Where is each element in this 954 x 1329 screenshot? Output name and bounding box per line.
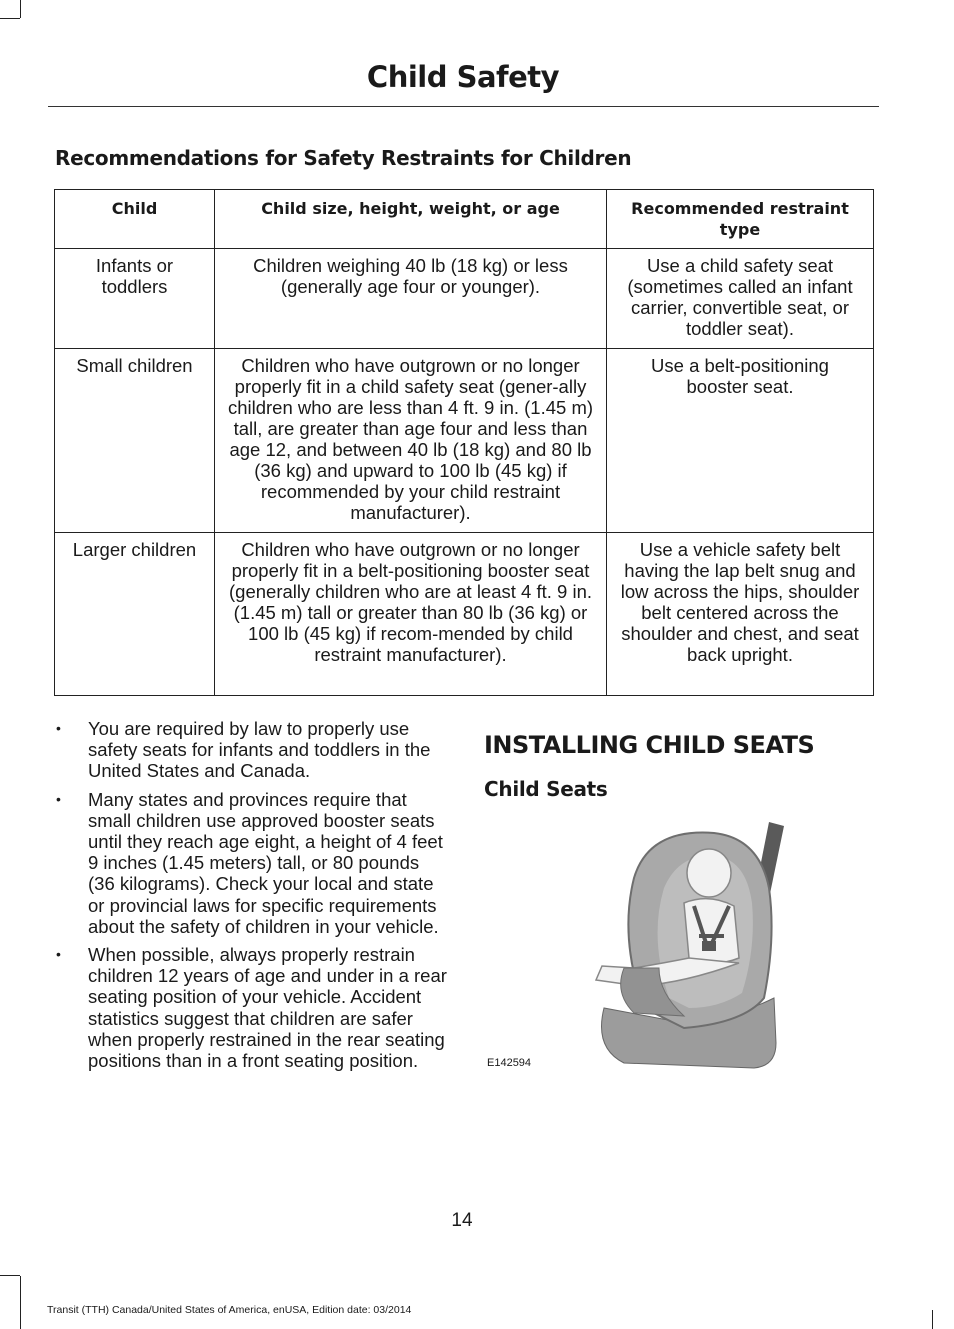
crop-mark xyxy=(20,1276,21,1329)
bullet-glyph: • xyxy=(56,720,61,736)
header-size: Child size, height, weight, or age xyxy=(215,190,607,249)
bullet-glyph: • xyxy=(56,946,61,963)
crop-mark xyxy=(0,18,20,19)
child-seats-subheading: Child Seats xyxy=(484,777,608,801)
bullet-list xyxy=(55,718,447,1078)
child-body xyxy=(684,899,739,963)
page-title: Child Safety xyxy=(366,60,560,94)
section-heading: Recommendations for Safety Restraints for Children xyxy=(55,146,632,170)
list-item-text: When possible, always properly restrain children 12 years of age and under in a rear seating position of your vehicle. Accident statistics suggest that children are safer when properly restrained in the rear seating positions than in a front seating position. xyxy=(88,944,447,1072)
list-item xyxy=(55,718,447,782)
table-row xyxy=(55,349,874,533)
table-row xyxy=(55,533,874,696)
header-child: Child xyxy=(55,190,215,249)
cell-restraint: Use a child safety seat (sometimes called an infant carrier, convertible seat, or toddler seat). xyxy=(607,249,874,349)
cell-size: Children who have outgrown or no longer properly fit in a belt-positioning booster seat (generally children who are at least 4 ft. 9 in. (1.45 m) tall or greater than 80 lb (36 kg) or 100 lb (45 kg) if recom-mended by child restraint manufacturer). xyxy=(215,533,607,696)
title-divider xyxy=(48,106,879,107)
restraint-table xyxy=(54,189,874,696)
cell-size: Children weighing 40 lb (18 kg) or less (generally age four or younger). xyxy=(215,249,607,349)
cell-child: Small children xyxy=(55,349,215,533)
list-item-text: Many states and provinces require that small children use approved booster seats until they reach age eight, a height of 4 feet 9 inches (1.45 meters) tall, or 80 pounds (36 kilograms). Check your local and state or provincial laws for specific requirements about the safety of children in your vehicle. xyxy=(88,788,443,937)
cell-child: Larger children xyxy=(55,533,215,696)
cell-restraint: Use a vehicle safety belt having the lap belt snug and low across the hips, shoulder belt centered across the shoulder and chest, and seat back upright. xyxy=(607,533,874,696)
crop-mark xyxy=(20,0,21,18)
crop-mark xyxy=(932,1310,933,1329)
page-number: 14 xyxy=(451,1210,473,1231)
table-row xyxy=(55,249,874,349)
figure-code: E142594 xyxy=(487,1057,532,1069)
list-item xyxy=(55,944,447,1071)
list-item xyxy=(55,789,447,937)
installing-heading: INSTALLING CHILD SEATS xyxy=(484,731,815,759)
child-head xyxy=(687,849,731,897)
bullet-glyph: • xyxy=(56,790,61,807)
header-restraint: Recommended restraint type xyxy=(607,190,874,249)
footer-text: Transit (TTH) Canada/United States of America, enUSA, Edition date: 03/2014 xyxy=(47,1304,412,1316)
harness-buckle xyxy=(702,941,716,951)
list-item-text: You are required by law to properly use safety seats for infants and toddlers in the United States and Canada. xyxy=(88,718,431,782)
cell-restraint: Use a belt-positioning booster seat. xyxy=(607,349,874,533)
table-header-row xyxy=(55,190,874,249)
cell-size: Children who have outgrown or no longer properly fit in a child safety seat (gener-ally children who are less than 4 ft. 9 in. (1.45 m) tall, are greater than age four and less than age 12, and between 40 lb (18 kg) and 80 lb (36 kg) and upward to 100 lb (45 kg) if recommended by your child restraint manufacturer). xyxy=(215,349,607,533)
cell-child: Infants or toddlers xyxy=(55,249,215,349)
crop-mark xyxy=(0,1275,20,1276)
child-seat-illustration xyxy=(484,818,794,1073)
